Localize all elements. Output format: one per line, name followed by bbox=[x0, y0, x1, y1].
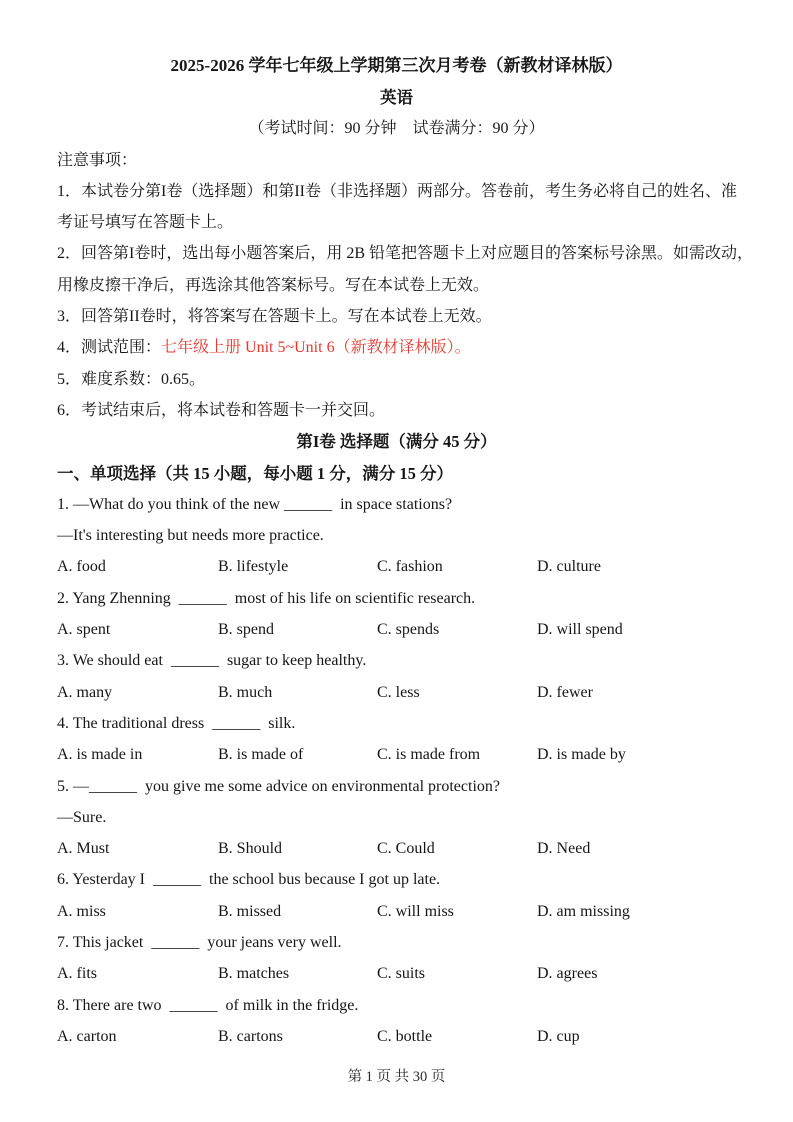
question-7-option-b: B. matches bbox=[218, 965, 290, 983]
question-5-stem-reply: —Sure. bbox=[57, 808, 107, 826]
question-4-option-b: B. is made of bbox=[218, 746, 304, 764]
question-3-stem: 3. We should eat ______ sugar to keep healthy. bbox=[57, 652, 367, 670]
question-4-options-row bbox=[57, 739, 736, 770]
question-6-option-b: B. missed bbox=[218, 902, 282, 920]
question-3-options-row bbox=[57, 677, 736, 708]
question-1-option-b: B. lifestyle bbox=[218, 558, 289, 576]
notice-line-3: 3．回答第II卷时，将答案写在答题卡上。写在本试卷上无效。 bbox=[57, 308, 492, 326]
notice-line-4-scope-highlight: 七年级上册 Unit 5~Unit 6（新教材译林版）。 bbox=[161, 339, 471, 357]
question-7-options-row bbox=[57, 958, 736, 989]
question-7-stem: 7. This jacket ______ your jeans very well. bbox=[57, 934, 342, 952]
question-3-option-c: C. less bbox=[377, 683, 420, 701]
question-2-option-c: C. spends bbox=[377, 621, 440, 639]
question-3-option-b: B. much bbox=[218, 683, 273, 701]
question-7-option-a: A. fits bbox=[57, 965, 97, 983]
exam-info: （考试时间：90 分钟 试卷满分：90 分） bbox=[248, 120, 545, 138]
question-3-option-d: D. fewer bbox=[537, 683, 593, 701]
question-4-option-d: D. is made by bbox=[537, 746, 626, 764]
notice-line-2b: 用橡皮擦干净后，再选涂其他答案标号。写在本试卷上无效。 bbox=[57, 276, 490, 294]
question-1-option-d: D. culture bbox=[537, 558, 601, 576]
question-8-option-b: B. cartons bbox=[218, 1027, 283, 1045]
question-8-options-row bbox=[57, 1021, 736, 1052]
question-6-option-d: D. am missing bbox=[537, 902, 630, 920]
question-1-option-a: A. food bbox=[57, 558, 106, 576]
question-2-option-a: A. spent bbox=[57, 621, 111, 639]
question-5-options-row bbox=[57, 833, 736, 864]
part1-heading: 第I卷 选择题（满分 45 分） bbox=[296, 432, 497, 452]
question-1-stem: 1. —What do you think of the new ______ in space stations? bbox=[57, 495, 453, 513]
question-3-option-a: A. many bbox=[57, 683, 113, 701]
question-8-option-a: A. carton bbox=[57, 1027, 117, 1045]
subject-title: 英语 bbox=[380, 88, 413, 107]
question-5-stem: 5. —______ you give me some advice on environmental protection? bbox=[57, 777, 500, 795]
notice-line-4-prefix: 4．测试范围： bbox=[57, 339, 162, 357]
question-2-options-row bbox=[57, 614, 736, 645]
question-8-option-d: D. cup bbox=[537, 1027, 580, 1045]
notice-line-6: 6．考试结束后，将本试卷和答题卡一并交回。 bbox=[57, 401, 386, 419]
section1-heading: 一、单项选择（共 15 小题，每小题 1 分，满分 15 分） bbox=[57, 463, 453, 483]
page-title: 2025-2026 学年七年级上学期第三次月考卷（新教材译林版） bbox=[170, 56, 623, 75]
question-6-option-a: A. miss bbox=[57, 902, 106, 920]
question-6-options-row bbox=[57, 896, 736, 927]
question-5-option-c: C. Could bbox=[377, 840, 435, 858]
question-2-option-b: B. spend bbox=[218, 621, 274, 639]
question-5-option-b: B. Should bbox=[218, 840, 283, 858]
question-4-option-a: A. is made in bbox=[57, 746, 143, 764]
question-7-option-c: C. suits bbox=[377, 965, 426, 983]
question-2-option-d: D. will spend bbox=[537, 621, 623, 639]
page-footer: 第 1 页 共 30 页 bbox=[347, 1069, 446, 1085]
notices-heading: 注意事项： bbox=[57, 151, 138, 169]
question-7-option-d: D. agrees bbox=[537, 965, 598, 983]
notice-line-4 bbox=[57, 332, 736, 363]
question-6-stem: 6. Yesterday I ______ the school bus because I got up late. bbox=[57, 871, 441, 889]
question-8-option-c: C. bottle bbox=[377, 1027, 433, 1045]
notice-line-2a: 2．回答第I卷时，选出每小题答案后，用 2B 铅笔把答题卡上对应题目的答案标号涂黑。如需改动， bbox=[57, 245, 754, 263]
question-2-stem: 2. Yang Zhenning ______ most of his life on scientific research. bbox=[57, 589, 476, 607]
question-1-options-row bbox=[57, 551, 736, 582]
notice-line-1a: 1．本试卷分第I卷（选择题）和第II卷（非选择题）两部分。答卷前，考生务必将自己的姓名、准 bbox=[57, 182, 737, 200]
notice-line-5: 5．难度系数：0.65。 bbox=[57, 370, 206, 388]
question-5-option-d: D. Need bbox=[537, 840, 591, 858]
question-4-stem: 4. The traditional dress ______ silk. bbox=[57, 714, 296, 732]
notice-line-1b: 考证号填写在答题卡上。 bbox=[57, 214, 234, 232]
question-4-option-c: C. is made from bbox=[377, 746, 481, 764]
question-1-stem-reply: —It's interesting but needs more practice. bbox=[57, 527, 324, 545]
question-1-option-c: C. fashion bbox=[377, 558, 443, 576]
question-5-option-a: A. Must bbox=[57, 840, 110, 858]
question-6-option-c: C. will miss bbox=[377, 902, 454, 920]
question-8-stem: 8. There are two ______ of milk in the fridge. bbox=[57, 996, 359, 1014]
